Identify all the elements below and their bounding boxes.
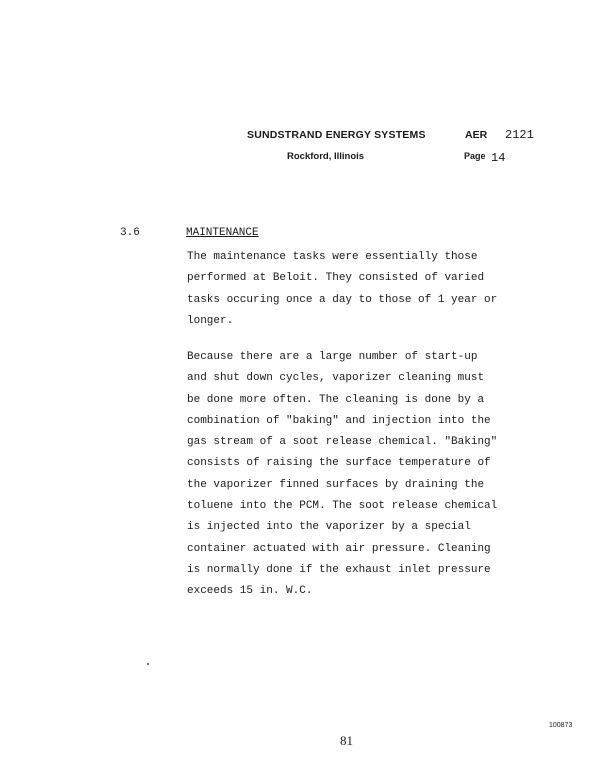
company-name: SUNDSTRAND ENERGY SYSTEMS bbox=[247, 129, 426, 141]
scan-speck bbox=[147, 663, 149, 665]
paragraph-line: exceeds 15 in. W.C. bbox=[187, 585, 313, 598]
report-label: AER bbox=[465, 129, 488, 141]
section-title: MAINTENANCE bbox=[186, 227, 259, 239]
header-page-number: 14 bbox=[491, 151, 506, 165]
page-label: Page bbox=[464, 151, 486, 161]
paragraph-line: gas stream of a soot release chemical. "Baking" bbox=[187, 436, 498, 449]
paragraph-line: longer. bbox=[187, 314, 234, 327]
paragraph-line: toluene into the PCM. The soot release chemical bbox=[187, 500, 498, 513]
report-number: 2121 bbox=[505, 128, 534, 142]
company-location: Rockford, Illinois bbox=[287, 151, 365, 162]
paragraph-2 bbox=[187, 347, 497, 603]
paragraph-line: performed at Beloit. They consisted of varied bbox=[187, 272, 485, 285]
paragraph-line: The maintenance tasks were essentially those bbox=[187, 251, 478, 263]
paragraph-line: the vaporizer finned surfaces by draining the bbox=[187, 478, 485, 491]
paragraph-line: tasks occuring once a day to those of 1 year or bbox=[187, 293, 498, 306]
paragraph-1 bbox=[187, 247, 497, 332]
paragraph-line: container actuated with air pressure. Cleaning bbox=[187, 542, 491, 555]
footer-page-number: 81 bbox=[340, 733, 353, 748]
paragraph-line: is normally done if the exhaust inlet pressure bbox=[187, 563, 491, 576]
paragraph-line: is injected into the vaporizer by a special bbox=[187, 521, 471, 534]
document-code: 100873 bbox=[549, 722, 573, 729]
paragraph-line: Because there are a large number of start-up bbox=[187, 351, 478, 363]
paragraph-line: and shut down cycles, vaporizer cleaning must bbox=[187, 372, 485, 385]
paragraph-line: consists of raising the surface temperature of bbox=[187, 457, 491, 470]
paragraph-line: combination of "baking" and injection into the bbox=[187, 414, 491, 427]
paragraph-line: be done more often. The cleaning is done by a bbox=[187, 393, 485, 406]
section-number: 3.6 bbox=[120, 227, 140, 239]
